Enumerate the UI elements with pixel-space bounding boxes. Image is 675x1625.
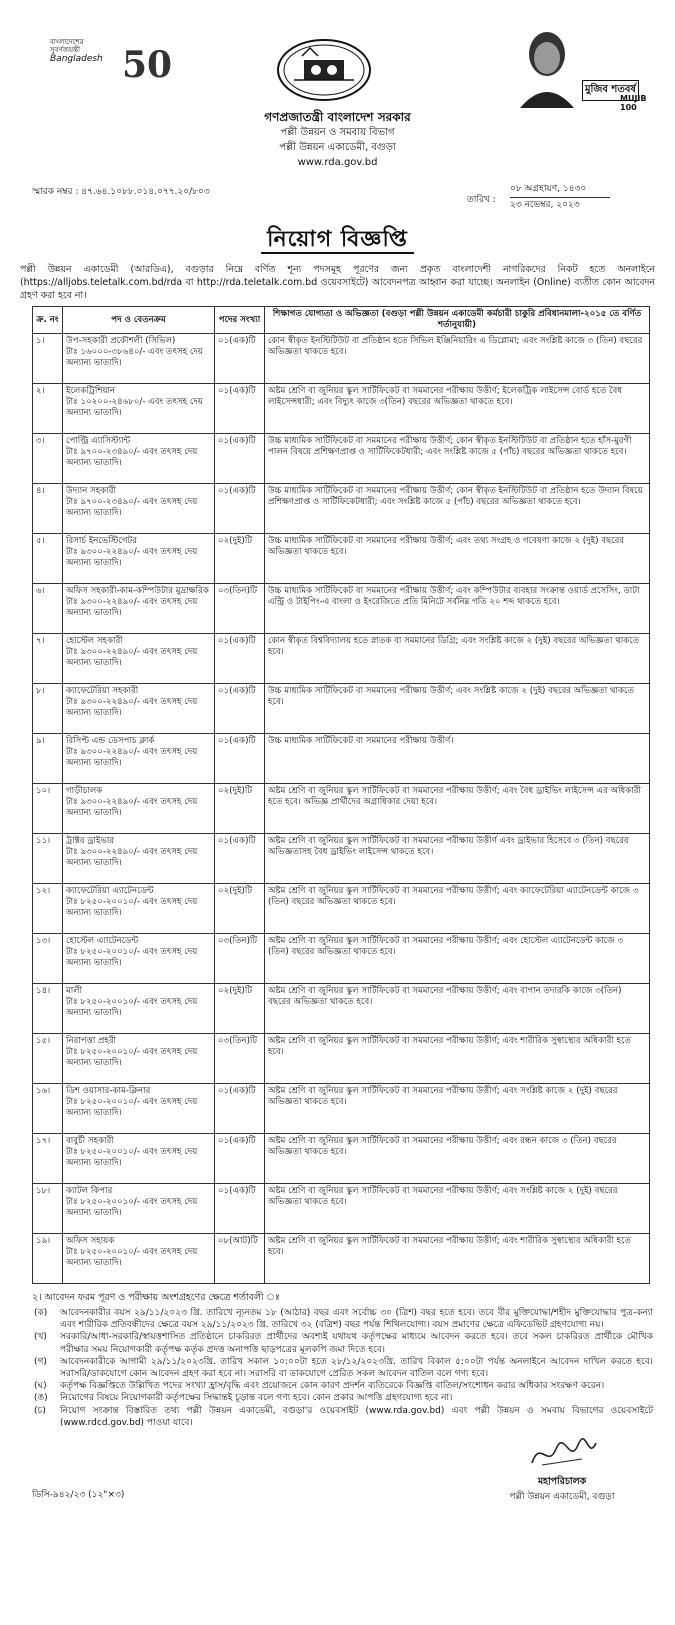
cell-post xyxy=(63,1084,215,1134)
condition-item xyxy=(34,1356,653,1380)
cell-count: ০১(এক)টি xyxy=(215,484,265,534)
condition-label: (ঘ) xyxy=(34,1381,47,1392)
post-name: ক্যাফেটেরিয়া সহকারী xyxy=(66,686,139,696)
table-row xyxy=(33,784,650,834)
cell-count: ০৮(আট)টি xyxy=(215,1234,265,1284)
cell-post xyxy=(63,1184,215,1234)
post-name: পোল্ট্রি এ্যাসিস্ট্যান্ট xyxy=(66,436,131,446)
pay-scale: টাঃ ৯৩০০-২২৪৯০/- এবং তৎসহ দেয় অন্যান্য ভাতাদি। xyxy=(66,847,198,868)
rda-logo xyxy=(274,38,374,102)
job-table-body xyxy=(33,334,650,1284)
table-row xyxy=(33,584,650,634)
table-row xyxy=(33,634,650,684)
cell-count: ০১(এক)টি xyxy=(215,684,265,734)
pay-scale: টাঃ ৯৩০০-২২৪৯০/- এবং তৎসহ দেয় অন্যান্য ভাতাদি। xyxy=(66,547,198,568)
signatory-org: পল্লী উন্নয়ন একাডেমী, বগুড়া xyxy=(509,1492,615,1503)
post-name: অফিস সহায়ক xyxy=(66,1236,115,1246)
pay-scale: টাঃ ৯৩০০-২২৪৯০/- এবং তৎসহ দেয় অন্যান্য ভাতাদি। xyxy=(66,697,198,718)
signature-block xyxy=(482,1435,642,1504)
cell-post xyxy=(63,734,215,784)
table-row xyxy=(33,684,650,734)
condition-label: (খ) xyxy=(34,1332,47,1343)
date-bangla: ০৮ অগ্রহায়ণ, ১৪৩০ xyxy=(510,182,610,198)
cell-qualification: অষ্টম শ্রেণি বা জুনিয়র স্কুল সার্টিফিকেট বা সমমানের পরীক্ষায় উত্তীর্ণ; এবং রন্ধন কাজে ৩ (তিন) বছরের অভিজ্ঞতা থাকতে হবে। xyxy=(265,1134,650,1184)
cell-qualification: উচ্চ মাধ্যমিক সার্টিফিকেট বা সমমানের পরীক্ষায় উত্তীর্ণ; কোন স্বীকৃত ইনস্টিটিউট বা প্রতিষ্ঠান হতে হাঁস-মুরগী পালন বিষয়ে প্রশিক্ষণপ্রাপ্ত ও সার্টিফিকেটধারী; এবং সংশ্লিষ্ট কাজে ৫ (পাঁচ) বছরের অভিজ্ঞতা থাকতে হবে। xyxy=(265,434,650,484)
cell-qualification: উচ্চ মাধ্যমিক সার্টিফিকেট বা সমমানের পরীক্ষায় উত্তীর্ণ; এবং তথ্য সংগ্রহ ও গবেষণা কাজে ২ (দুই) বছরের অভিজ্ঞতা থাকতে হবে। xyxy=(265,534,650,584)
cell-post xyxy=(63,1034,215,1084)
cell-post xyxy=(63,684,215,734)
pay-scale: টাঃ ৯৩০০-২২৪৯০/- এবং তৎসহ দেয় অন্যান্য ভাতাদি। xyxy=(66,797,198,818)
cell-qualification: অষ্টম শ্রেণি বা জুনিয়র স্কুল সার্টিফিকেট বা সমমানের পরীক্ষায় উত্তীর্ণ; ইলেকট্রিক লাইসেন্স বোর্ড হতে বৈধ লাইসেন্সধারী; এবং বিদ্যুৎ কাজে ৩(তিন) বছরের অভিজ্ঞতা থাকতে হবে। xyxy=(265,384,650,434)
cell-serial: ৪। xyxy=(33,484,63,534)
date-english: ২৩ নভেম্বর, ২০২৩ xyxy=(510,200,580,210)
cell-post xyxy=(63,384,215,434)
pay-scale: টাঃ ৮২৫০-২০০১০/- এবং তৎসহ দেয় অন্যান্য ভাতাদি। xyxy=(66,1147,198,1168)
table-row xyxy=(33,1034,650,1084)
table-row xyxy=(33,384,650,434)
table-row xyxy=(33,734,650,784)
org-website: www.rda.gov.bd xyxy=(297,157,378,168)
cell-serial: ৩। xyxy=(33,434,63,484)
cell-post xyxy=(63,484,215,534)
header-post: পদ ও বেতনক্রম xyxy=(63,307,215,334)
post-name: গাড়ীচালক xyxy=(66,786,103,796)
table-row xyxy=(33,1184,650,1234)
logo-number: 50 xyxy=(122,44,173,86)
cell-serial: ১০। xyxy=(33,784,63,834)
cell-qualification: অষ্টম শ্রেণি বা জুনিয়র স্কুল সার্টিফিকেট বা সমমানের পরীক্ষায় উত্তীর্ণ; এবং বৈধ ড্রাইভিং লাইসেন্স এর অধিকারী হতে হবে। অভিজ্ঞ প্রার্থীদের অগ্রাধিকার দেয়া হবে। xyxy=(265,784,650,834)
golden-jubilee-logo xyxy=(50,38,173,98)
cell-qualification: অষ্টম শ্রেণি বা জুনিয়র স্কুল সার্টিফিকেট বা সমমানের পরীক্ষায় উত্তীর্ণ; এবং ক্যাফেটেরিয়া এ্যাটেনডেন্ট কাজে ৩ (তিন) বছরের অভিজ্ঞতা থাকতে হবে। xyxy=(265,884,650,934)
cell-count: ০৩(তিন)টি xyxy=(215,1034,265,1084)
cell-serial: ১৪। xyxy=(33,984,63,1034)
table-row xyxy=(33,834,650,884)
post-name: অফিস সহকারী-কাম-কম্পিউটার মুদ্রাক্ষরিক xyxy=(66,586,209,596)
memo-number: স্মারক নম্বর : ৪৭.৬৪.১০৮৮.০১৪.০৭৭.২০/৮০৩ xyxy=(32,187,210,197)
cell-serial: ১২। xyxy=(33,884,63,934)
signatory-title: মহাপরিচালক xyxy=(537,1476,587,1488)
cell-post xyxy=(63,434,215,484)
intro-paragraph: পল্লী উন্নয়ন একাডেমী (আরডিএ), বগুড়ার নিম্নে বর্ণিত শূন্য পদসমূহ পূরণের জন্য প্রকৃত বাংলাদেশী নাগরিকদের নিকট হতে অনলাইনে (https://alljobs.teletalk.com.bd/rda বা http://rda.teletalk.com.bd ওয়েবসাইটে) আবেদনপত্র আহ্বান করা যাচ্ছে। অনলাইন (Online) ব্যতীত কোন আবেদন গ্রহণ করা হবে না। xyxy=(20,264,655,301)
cell-count: ০১(এক)টি xyxy=(215,1134,265,1184)
cell-serial: ১৫। xyxy=(33,1034,63,1084)
cell-qualification: অষ্টম শ্রেণি বা জুনিয়র স্কুল সার্টিফিকেট বা সমমানের পরীক্ষায় উত্তীর্ণ; এবং সংশ্লিষ্ট কাজে ২ (দুই) বছরের অভিজ্ঞতা থাকতে হবে। xyxy=(265,1184,650,1234)
memo-row xyxy=(12,182,663,220)
table-row xyxy=(33,484,650,534)
mujib-en-text: MUJIB 100 xyxy=(620,94,647,112)
cell-qualification: কোন স্বীকৃত ইনস্টিটিউট বা প্রতিষ্ঠান হতে সিভিল ইঞ্জিনিয়ারিং এ ডিপ্লোমা; এবং সংশ্লিষ্ট কাজে ৩ (তিন) বছরের অভিজ্ঞতা থাকতে হবে। xyxy=(265,334,650,384)
cell-count: ০২(দুই)টি xyxy=(215,534,265,584)
cell-qualification: কোন স্বীকৃত বিশ্ববিদ্যালয় হতে স্নাতক বা সমমানের ডিগ্রি; এবং সংশ্লিষ্ট কাজে ২ (দুই) বছরের অভিজ্ঞতা থাকতে হবে। xyxy=(265,634,650,684)
condition-label: (গ) xyxy=(34,1356,47,1367)
org-header xyxy=(12,110,663,170)
cell-qualification: অষ্টম শ্রেণি বা জুনিয়র স্কুল সার্টিফিকেট বা সমমানের পরীক্ষায় উত্তীর্ণ; এবং শারীরিক সুস্বাস্থ্যের অধিকারী হতে হবে। xyxy=(265,1034,650,1084)
post-name: বাবুর্চী সহকারী xyxy=(66,1136,114,1146)
pay-scale: টাঃ ৮২৫০-২০০১০/- এবং তৎসহ দেয় অন্যান্য ভাতাদি। xyxy=(66,997,198,1018)
cell-count: ০১(এক)টি xyxy=(215,734,265,784)
condition-item xyxy=(34,1392,653,1404)
cell-count: ০১(এক)টি xyxy=(215,1184,265,1234)
condition-item xyxy=(34,1307,653,1331)
date-label: তারিখ : xyxy=(467,195,496,205)
cell-post xyxy=(63,1134,215,1184)
cell-serial: ১৯। xyxy=(33,1234,63,1284)
cell-qualification: উচ্চ মাধ্যমিক সার্টিফিকেট বা সমমানের পরীক্ষায় উত্তীর্ণ; কোন স্বীকৃত ইনস্টিটিউট বা প্রতিষ্ঠান হতে উদ্যান বিষয়ে প্রশিক্ষণপ্রাপ্ত ও সার্টিফিকেটধারী; এবং সংশ্লিষ্ট কাজে ৫ (পাঁচ) বছরের অভিজ্ঞতা থাকতে হবে। xyxy=(265,484,650,534)
cell-qualification: অষ্টম শ্রেণি বা জুনিয়র স্কুল সার্টিফিকেট বা সমমানের পরীক্ষায় উত্তীর্ণ; এবং সংশ্লিষ্ট কাজে ২ (দুই) বছরের অভিজ্ঞতা থাকতে হবে। xyxy=(265,1084,650,1134)
post-name: ক্যাফেটেরিয়া এ্যাটেনডেন্ট xyxy=(66,886,154,896)
pay-scale: টাঃ ৮২৫০-২০০১০/- এবং তৎসহ দেয় অন্যান্য ভাতাদি। xyxy=(66,1047,198,1068)
cell-serial: ৯। xyxy=(33,734,63,784)
pay-scale: টাঃ ৯৭০০-২৩৪৯০/- এবং তৎসহ দেয় অন্যান্য ভাতাদি। xyxy=(66,447,198,468)
post-name: রিসার্চ ইনভেস্টিগেটর xyxy=(66,536,137,546)
logo-caption-mid: সুবর্ণজয়ন্তী xyxy=(50,46,80,54)
pay-scale: টাঃ ৮২৫০-২০০১০/- এবং তৎসহ দেয় অন্যান্য ভাতাদি। xyxy=(66,1197,198,1218)
cell-serial: ৫। xyxy=(33,534,63,584)
pay-scale: টাঃ ৮২৫০-২০০১০/- এবং তৎসহ দেয় অন্যান্য ভাতাদি। xyxy=(66,1097,198,1118)
post-name: হোস্টেল সহকারী xyxy=(66,636,123,646)
cell-count: ০৩(তিন)টি xyxy=(215,584,265,634)
pay-scale: টাঃ ৯৩০০-২২৪৯০/- এবং তৎসহ দেয় অন্যান্য ভাতাদি। xyxy=(66,597,198,618)
pay-scale: টাঃ ১৬০০০-৩৮৬৪০/- এবং তৎসহ দেয় অন্যান্য ভাতাদি। xyxy=(66,347,203,368)
cell-serial: ১৭। xyxy=(33,1134,63,1184)
pay-scale: টাঃ ৯৭০০-২৩৪৯০/- এবং তৎসহ দেয় অন্যান্য ভাতাদি। xyxy=(66,497,198,518)
cell-count: ০২(দুই)টি xyxy=(215,984,265,1034)
post-name: মালী xyxy=(66,986,83,996)
cell-qualification: অষ্টম শ্রেণি বা জুনিয়র স্কুল সার্টিফিকেট বা সমমানের পরীক্ষায় উত্তীর্ণ; এবং শারীরিক সুস্বাস্থ্যের অধিকারী হতে হবে। xyxy=(265,1234,650,1284)
pay-scale: টাঃ ৮২৫০-২০০১০/- এবং তৎসহ দেয় অন্যান্য ভাতাদি। xyxy=(66,897,198,918)
cell-serial: ৮। xyxy=(33,684,63,734)
condition-label: (ক) xyxy=(34,1308,48,1318)
org-name: পল্লী উন্নয়ন একাডেমী, বগুড়া xyxy=(279,142,396,153)
cell-count: ০১(এক)টি xyxy=(215,334,265,384)
table-row xyxy=(33,534,650,584)
cell-post xyxy=(63,534,215,584)
post-name: রিসিপ্ট এন্ড ডেসপাচ ক্লার্ক xyxy=(66,736,155,746)
cell-serial: ১১। xyxy=(33,834,63,884)
cell-serial: ২। xyxy=(33,384,63,434)
cell-serial: ৭। xyxy=(33,634,63,684)
cell-post xyxy=(63,884,215,934)
cell-post xyxy=(63,934,215,984)
cell-count: ০১(এক)টি xyxy=(215,834,265,884)
table-header-row xyxy=(33,307,650,334)
cell-serial: ১৬। xyxy=(33,1084,63,1134)
cell-qualification: অষ্টম শ্রেণি বা জুনিয়র স্কুল সার্টিফিকেট বা সমমানের পরীক্ষায় উত্তীর্ণ; এবং হোস্টেল এ্যাটেনডেন্ট কাজে ৩ (তিন) বছরের অভিজ্ঞতা থাকতে হবে। xyxy=(265,934,650,984)
header-qualification: শিক্ষাগত যোগ্যতা ও অভিজ্ঞতা (বগুড়া পল্লী উন্নয়ন একাডেমী কর্মচারী চাকুরি প্রবিধানমালা-২০১৫ তে বর্ণিত শর্তানুযায়ী) xyxy=(265,307,650,334)
gov-name: গণপ্রজাতন্ত্রী বাংলাদেশ সরকার xyxy=(264,110,411,124)
condition-label: (চ) xyxy=(34,1405,46,1416)
condition-item xyxy=(34,1331,653,1355)
table-row xyxy=(33,1234,650,1284)
cell-post xyxy=(63,1234,215,1284)
condition-text: আবেদনকারীর বয়স ২৯/১১/২০২৩ খ্রি. তারিখে ন্যূনতম ১৮ (আঠার) বছর এবং সর্বোচ্চ ৩০ (ত্রিশ) বছর হতে হবে। তবে বীর মুক্তিযোদ্ধা/শহীদ মুক্তিযোদ্ধার পুত্র-কন্যা এবং শারীরিক প্রতিবন্ধীদের ক্ষেত্রে বয়স ২৯/১১/২০২৩ খ্রি. তারিখে ৩২ (বত্রিশ) বছর পর্যন্ত শিথিলযোগ্য। বয়স প্রমাণের ক্ষেত্রে এফিডেভিট গ্রহণযোগ্য নয়। xyxy=(60,1308,653,1331)
table-row xyxy=(33,1134,650,1184)
cell-count: ০১(এক)টি xyxy=(215,434,265,484)
condition-item xyxy=(34,1380,653,1392)
condition-text: সরকারি/আধা-সরকারি/স্বায়ত্তশাসিত প্রতিষ্ঠানে চাকরিরত প্রার্থীদের অবশ্যই যথাযথ কর্তৃপক্ষের মাধ্যমে আবেদন করতে হবে। তবে সকল চাকরিরত প্রার্থীকে মৌখিক পরীক্ষার সময় নিয়োগকারী কর্তৃপক্ষ কর্তৃক প্রদত্ত অনাপত্তি ছাড়পত্রের মূলকপি জমা দিতে হবে। xyxy=(60,1332,653,1355)
logo-row xyxy=(12,10,663,110)
condition-item xyxy=(34,1405,653,1429)
rda-emblem-icon xyxy=(274,38,374,102)
post-name: উদ্যান সহকারী xyxy=(66,486,116,496)
cell-post xyxy=(63,634,215,684)
header-count: পদের সংখ্যা xyxy=(215,307,265,334)
condition-label: (ঙ) xyxy=(34,1393,48,1404)
condition-text: আবেদনকারীকে আগামী ২৯/১১/২০২৩খ্রি. তারিখ সকাল ১০:০০টা হতে ২৮/১২/২০২৩খ্রি. তারিখ বিকাল ৫:০০টা পর্যন্ত অনলাইনে আবেদন দাখিল করতে হবে। সরাসরি/ডাকযোগে কোন আবেদন গ্রহণ করা হবে না। সরাসরি বা ডাকযোগে প্রেরিত সকল আবেদন বাতিল বলে গণ্য হবে। xyxy=(60,1356,653,1380)
mujib-bn-text: মুজিব শতবর্ষ xyxy=(582,80,639,101)
cell-post xyxy=(63,984,215,1034)
pay-scale: টাঃ ৯৩০০-২২৪৯০/- এবং তৎসহ দেয় অন্যান্য ভাতাদি। xyxy=(66,747,198,768)
ref-code: ডিসি-৯৪২/২৩ (১২"×৩) xyxy=(32,1490,125,1501)
pay-scale: টাঃ ৮২৫০-২০০১০/- এবং তৎসহ দেয় অন্যান্য ভাতাদি। xyxy=(66,947,198,968)
mujib-100-logo xyxy=(512,28,652,110)
post-name: হোস্টেল এ্যাটেনডেন্ট xyxy=(66,936,139,946)
signature-icon xyxy=(522,1435,602,1471)
table-row xyxy=(33,334,650,384)
cell-count: ০১(এক)টি xyxy=(215,1084,265,1134)
post-name: নিরাপত্তা প্রহরী xyxy=(66,1036,117,1046)
cell-count: ০১(এক)টি xyxy=(215,634,265,684)
post-name: ট্রাক্টর ড্রাইভার xyxy=(66,836,115,846)
table-row xyxy=(33,934,650,984)
cell-serial: ৬। xyxy=(33,584,63,634)
division-name: পল্লী উন্নয়ন ও সমবায় বিভাগ xyxy=(280,127,395,138)
post-name: উপ-সহকারী প্রকৌশলী (সিভিল) xyxy=(66,336,176,346)
conditions-list xyxy=(34,1307,653,1429)
logo-caption-top: বাংলাদেশের xyxy=(50,38,84,46)
cell-qualification: উচ্চ মাধ্যমিক সার্টিফিকেট বা সমমানের পরীক্ষায় উত্তীর্ণ; এবং সংশ্লিষ্ট কাজে ২ (দুই) বছরের অভিজ্ঞতা থাকতে হবে। xyxy=(265,684,650,734)
footer xyxy=(12,1435,663,1505)
cell-count: ০২(দুই)টি xyxy=(215,784,265,834)
pay-scale: টাঃ ১০২০০-২৪৬৮০/- এবং তৎসহ দেয় অন্যান্য ভাতাদি। xyxy=(66,397,203,418)
job-table xyxy=(32,306,650,1284)
table-row xyxy=(33,984,650,1034)
condition-text: নিয়োগের বিষয়ে নিয়োগকারী কর্তৃপক্ষের সিদ্ধান্তই চূড়ান্ত বলে গণ্য হবে। কোন প্রকার আপত্তি গ্রহণযোগ্য হবে না। xyxy=(60,1393,453,1404)
post-name: ডিশ ওয়াসার-কাম-ক্লিনার xyxy=(66,1086,151,1096)
cell-count: ০৩(তিন)টি xyxy=(215,934,265,984)
table-row xyxy=(33,434,650,484)
cell-count: ০১(এক)টি xyxy=(215,384,265,434)
table-row xyxy=(33,884,650,934)
header-serial: ক্র. নং xyxy=(33,307,63,334)
cell-qualification: অষ্টম শ্রেণি বা জুনিয়র স্কুল সার্টিফিকেট বা সমমানের পরীক্ষায় উত্তীর্ণ এবং ড্রাইভার হিসেবে ৩ (তিন) বছরের অভিজ্ঞতাসহ বৈধ ড্রাইভিং লাইসেন্স থাকতে হবে। xyxy=(265,834,650,884)
cell-serial: ১৮। xyxy=(33,1184,63,1234)
date-values xyxy=(510,182,610,213)
cell-serial: ১৩। xyxy=(33,934,63,984)
cell-count: ০২(দুই)টি xyxy=(215,884,265,934)
condition-text: নিয়োগ সংক্রান্ত বিস্তারিত তথ্য পল্লী উন্নয়ন একাডেমী, বগুড়া'র ওয়েবসাইট (www.rda.gov.bd) এবং পল্লী উন্নয়ন ও সমবায় বিভাগের ওয়েবসাইটে (www.rdcd.gov.bd) পাওয়া যাবে। xyxy=(60,1405,653,1428)
condition-text: কর্তৃপক্ষ বিজ্ঞপ্তিতে উল্লিখিত পদের সংখ্যা হ্রাস/বৃদ্ধি এবং প্রয়োজনে কোন কারণ প্রদর্শন ব্যতিরেকে বিজ্ঞপ্তি বাতিল/সংশোধন করার অধিকার সংরক্ষণ করেন। xyxy=(60,1381,605,1392)
post-name: ইলেকট্রিশিয়ান xyxy=(66,386,116,396)
cell-post xyxy=(63,584,215,634)
post-name: ক্যাটল কিপার xyxy=(66,1186,113,1196)
cell-qualification: উচ্চ মাধ্যমিক সার্টিফিকেট বা সমমানের পরীক্ষায় উত্তীর্ণ; এবং কম্পিউটার ব্যবহার সংক্রান্ত ওয়ার্ড প্রসেসিং, ডাটা এন্ট্রি ও টাইপিং-এ বাংলা ও ইংরেজিতে প্রতি মিনিটে সর্বনিম্ন গতি ২০ শব্দ থাকতে হবে। xyxy=(265,584,650,634)
notice-title: নিয়োগ বিজ্ঞপ্তি xyxy=(12,222,663,259)
cell-serial: ১। xyxy=(33,334,63,384)
portrait-icon xyxy=(512,28,582,108)
table-row xyxy=(33,1084,650,1134)
pay-scale: টাঃ ৯৩০০-২২৪৯০/- এবং তৎসহ দেয় অন্যান্য ভাতাদি। xyxy=(66,647,198,668)
pay-scale: টাঃ ৮২৫০-২০০১০/- এবং তৎসহ দেয় অন্যান্য ভাতাদি। xyxy=(66,1247,198,1268)
cell-post xyxy=(63,834,215,884)
conditions-title: ২। আবেদন ফরম পূরণ ও পরীক্ষায় অংশগ্রহণের ক্ষেত্রে শর্তাবলী ঃ xyxy=(32,1292,280,1303)
cell-post xyxy=(63,784,215,834)
logo-caption-name: Bangladesh xyxy=(50,54,103,64)
cell-qualification: অষ্টম শ্রেণি বা জুনিয়র স্কুল সার্টিফিকেট বা সমমানের পরীক্ষায় উত্তীর্ণ; এবং বাগান তদারকি কাজে ৩(তিন) বছরের অভিজ্ঞতা থাকতে হবে। xyxy=(265,984,650,1034)
cell-post xyxy=(63,334,215,384)
cell-qualification: উচ্চ মাধ্যমিক সার্টিফিকেট বা সমমানের পরীক্ষায় উত্তীর্ণ। xyxy=(265,734,650,784)
